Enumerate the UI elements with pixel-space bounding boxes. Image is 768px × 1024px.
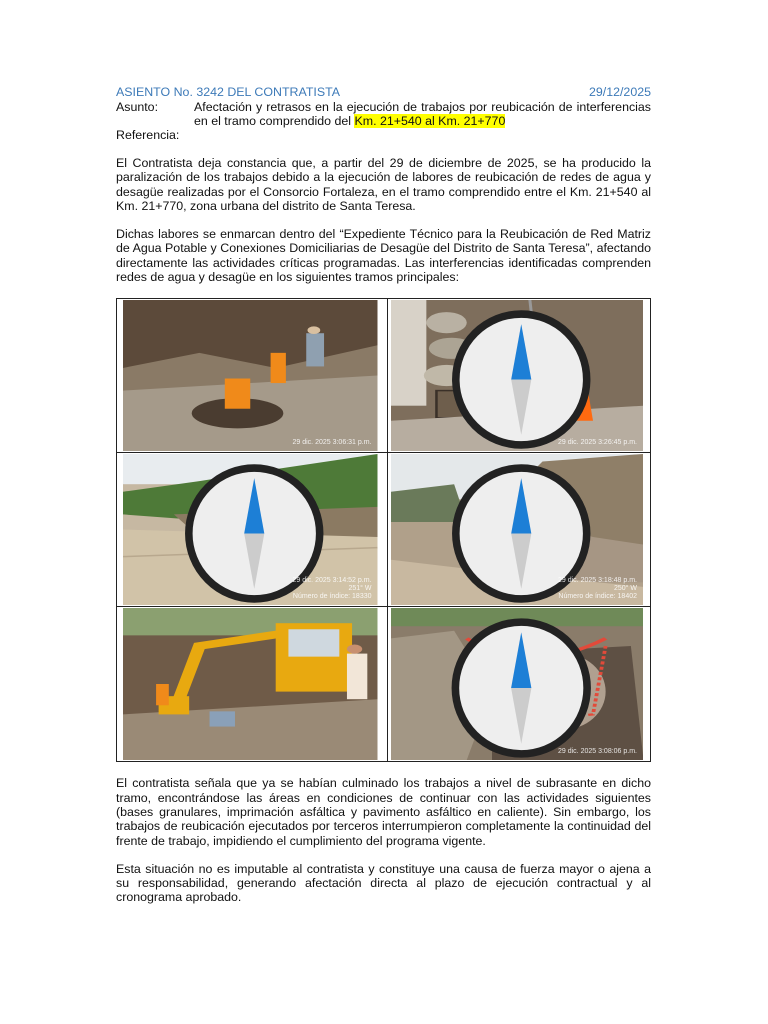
photo-cell-6	[384, 607, 651, 761]
photo-cell-3	[117, 453, 384, 607]
reference-label: Referencia:	[116, 128, 180, 142]
photo-stone-wall	[391, 300, 644, 451]
subject-row	[116, 100, 651, 128]
subject-text-main: Afectación y retrasos en la ejecución de trabajos por reubicación de interferencias en el tramo comprendido del	[194, 100, 651, 128]
photo-stamp-3-dir: 251° W	[348, 585, 372, 593]
photo-stamp-6: 29 dic. 2025 3:08:06 p.m.	[558, 748, 637, 756]
photo-stamp-4-index: Número de índice: 18402	[558, 593, 637, 601]
photo-stamp-4	[558, 577, 637, 601]
paragraph-4: Esta situación no es imputable al contratista y constituye una causa de fuerza mayor o ajena a su responsabilidad, generando afectación directa al plazo de ejecución contractual y al cronograma aprobado.	[116, 861, 651, 905]
photo-mesh-excavation	[391, 608, 644, 760]
photo-stamp-4-time: 29 dic. 2025 3:18:48 p.m.	[558, 577, 637, 585]
photo-cell-4	[384, 453, 651, 607]
photo-cell-2	[384, 299, 651, 453]
photo-backhoe	[123, 608, 378, 760]
subject-label: Asunto:	[116, 100, 159, 114]
document-page	[116, 85, 651, 905]
photo-cell-1	[117, 299, 384, 453]
photo-stamp-2: 29 dic. 2025 3:26:45 p.m.	[558, 439, 637, 447]
photo-workers-excavation	[123, 300, 378, 451]
photo-stamp-3	[293, 577, 372, 601]
photo-stamp-3-index: Número de índice: 18330	[292, 593, 372, 601]
photo-grid	[116, 298, 651, 762]
entry-date: 29/12/2025	[588, 85, 651, 99]
photo-stamp-4-dir: 250° W	[613, 585, 637, 593]
paragraph-2: Dichas labores se enmarcan dentro del “Expediente Técnico para la Reubicación de Red Matriz de Agua Potable y Conexiones Domiciliarias de Desagüe del Distrito de Santa Teresa”, afectando directamente las actividades críticas programadas. Las interferencias identificadas comprenden redes de agua y desagüe en los siguientes tramos principales:	[116, 227, 651, 285]
photo-road-rocks	[391, 454, 644, 605]
photo-stamp-3-time: 29 dic. 2025 3:14:52 p.m.	[292, 577, 372, 585]
entry-title: ASIENTO No. 3242 DEL CONTRATISTA	[116, 85, 341, 99]
paragraph-1: El Contratista deja constancia que, a partir del 29 de diciembre de 2025, se ha producido la paralización de los trabajos debido a la ejecución de labores de reubicación de redes de agua y desagüe realizadas por el Consorcio Fortaleza, en el tramo comprendido entre el Km. 21+540 al Km. 21+770, zona urbana del distrito de Santa Teresa.	[116, 156, 651, 213]
reference-row	[116, 128, 651, 142]
subject-highlight: Km. 21+540 al Km. 21+770	[354, 114, 506, 128]
photo-stamp-1: 29 dic. 2025 3:06:31 p.m.	[292, 439, 372, 447]
compass-icon	[395, 304, 648, 453]
paragraph-3: El contratista señala que ya se habían culminado los trabajos a nivel de subrasante en dicho tramo, encontrándose las áreas en condiciones de continuar con las actividades siguientes (bases granulares, imprimación asfáltica y pavimento asfáltico en caliente). Sin embargo, los trabajos de reubicación ejecutados por terceros interrumpieron completamente la continuidad del frente de trabajo, impidiendo el cumplimiento del programa vigente.	[116, 776, 651, 848]
compass-icon	[395, 612, 648, 761]
entry-header	[116, 85, 651, 100]
subject-text	[194, 100, 651, 128]
photo-cell-5	[117, 607, 384, 761]
photo-road-hillside	[123, 454, 378, 605]
